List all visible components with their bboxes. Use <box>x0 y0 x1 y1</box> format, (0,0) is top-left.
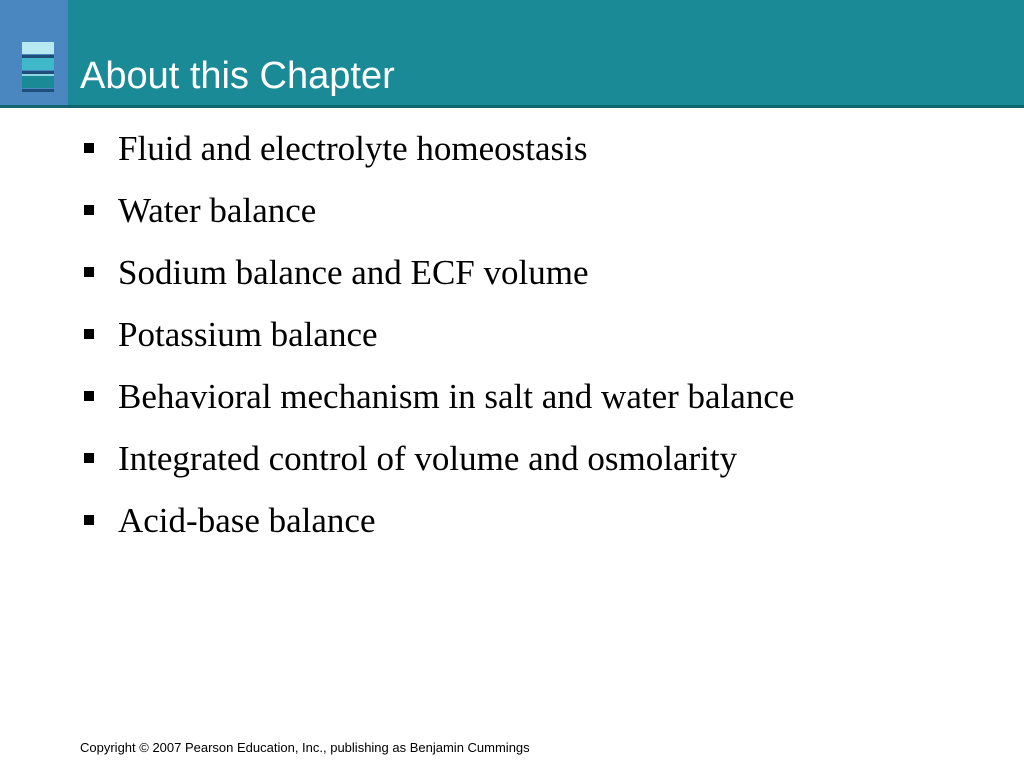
bullet-item <box>82 126 1002 188</box>
slide-title: About this Chapter <box>80 55 395 97</box>
square-bullet-icon <box>84 453 94 463</box>
bullet-item <box>82 436 1002 498</box>
bullet-item <box>82 250 1002 312</box>
copyright-footer: Copyright © 2007 Pearson Education, Inc., publishing as Benjamin Cummings <box>80 740 530 755</box>
bullet-text: Integrated control of volume and osmolarity <box>118 439 738 478</box>
square-bullet-icon <box>84 329 94 339</box>
square-bullet-icon <box>84 391 94 401</box>
logo-bar-middle <box>22 58 54 70</box>
bullet-item <box>82 498 1002 560</box>
square-bullet-icon <box>84 515 94 525</box>
bullet-item <box>82 312 1002 374</box>
bullet-item <box>82 188 1002 250</box>
bullet-item <box>82 374 1002 436</box>
stacked-bars-icon <box>22 42 54 92</box>
bullet-text: Potassium balance <box>118 315 378 354</box>
bullet-text: Acid-base balance <box>118 501 376 540</box>
logo-bar-top <box>22 42 54 54</box>
bullet-text: Water balance <box>118 191 317 230</box>
logo-bar-bottom <box>22 74 54 88</box>
bullet-text: Behavioral mechanism in salt and water balance <box>118 377 795 416</box>
header-rule <box>0 105 1024 108</box>
bullet-list <box>82 126 1002 560</box>
bullet-text: Sodium balance and ECF volume <box>118 253 589 292</box>
logo-block <box>0 0 68 105</box>
bullet-text: Fluid and electrolyte homeostasis <box>118 129 588 168</box>
square-bullet-icon <box>84 205 94 215</box>
square-bullet-icon <box>84 143 94 153</box>
square-bullet-icon <box>84 267 94 277</box>
